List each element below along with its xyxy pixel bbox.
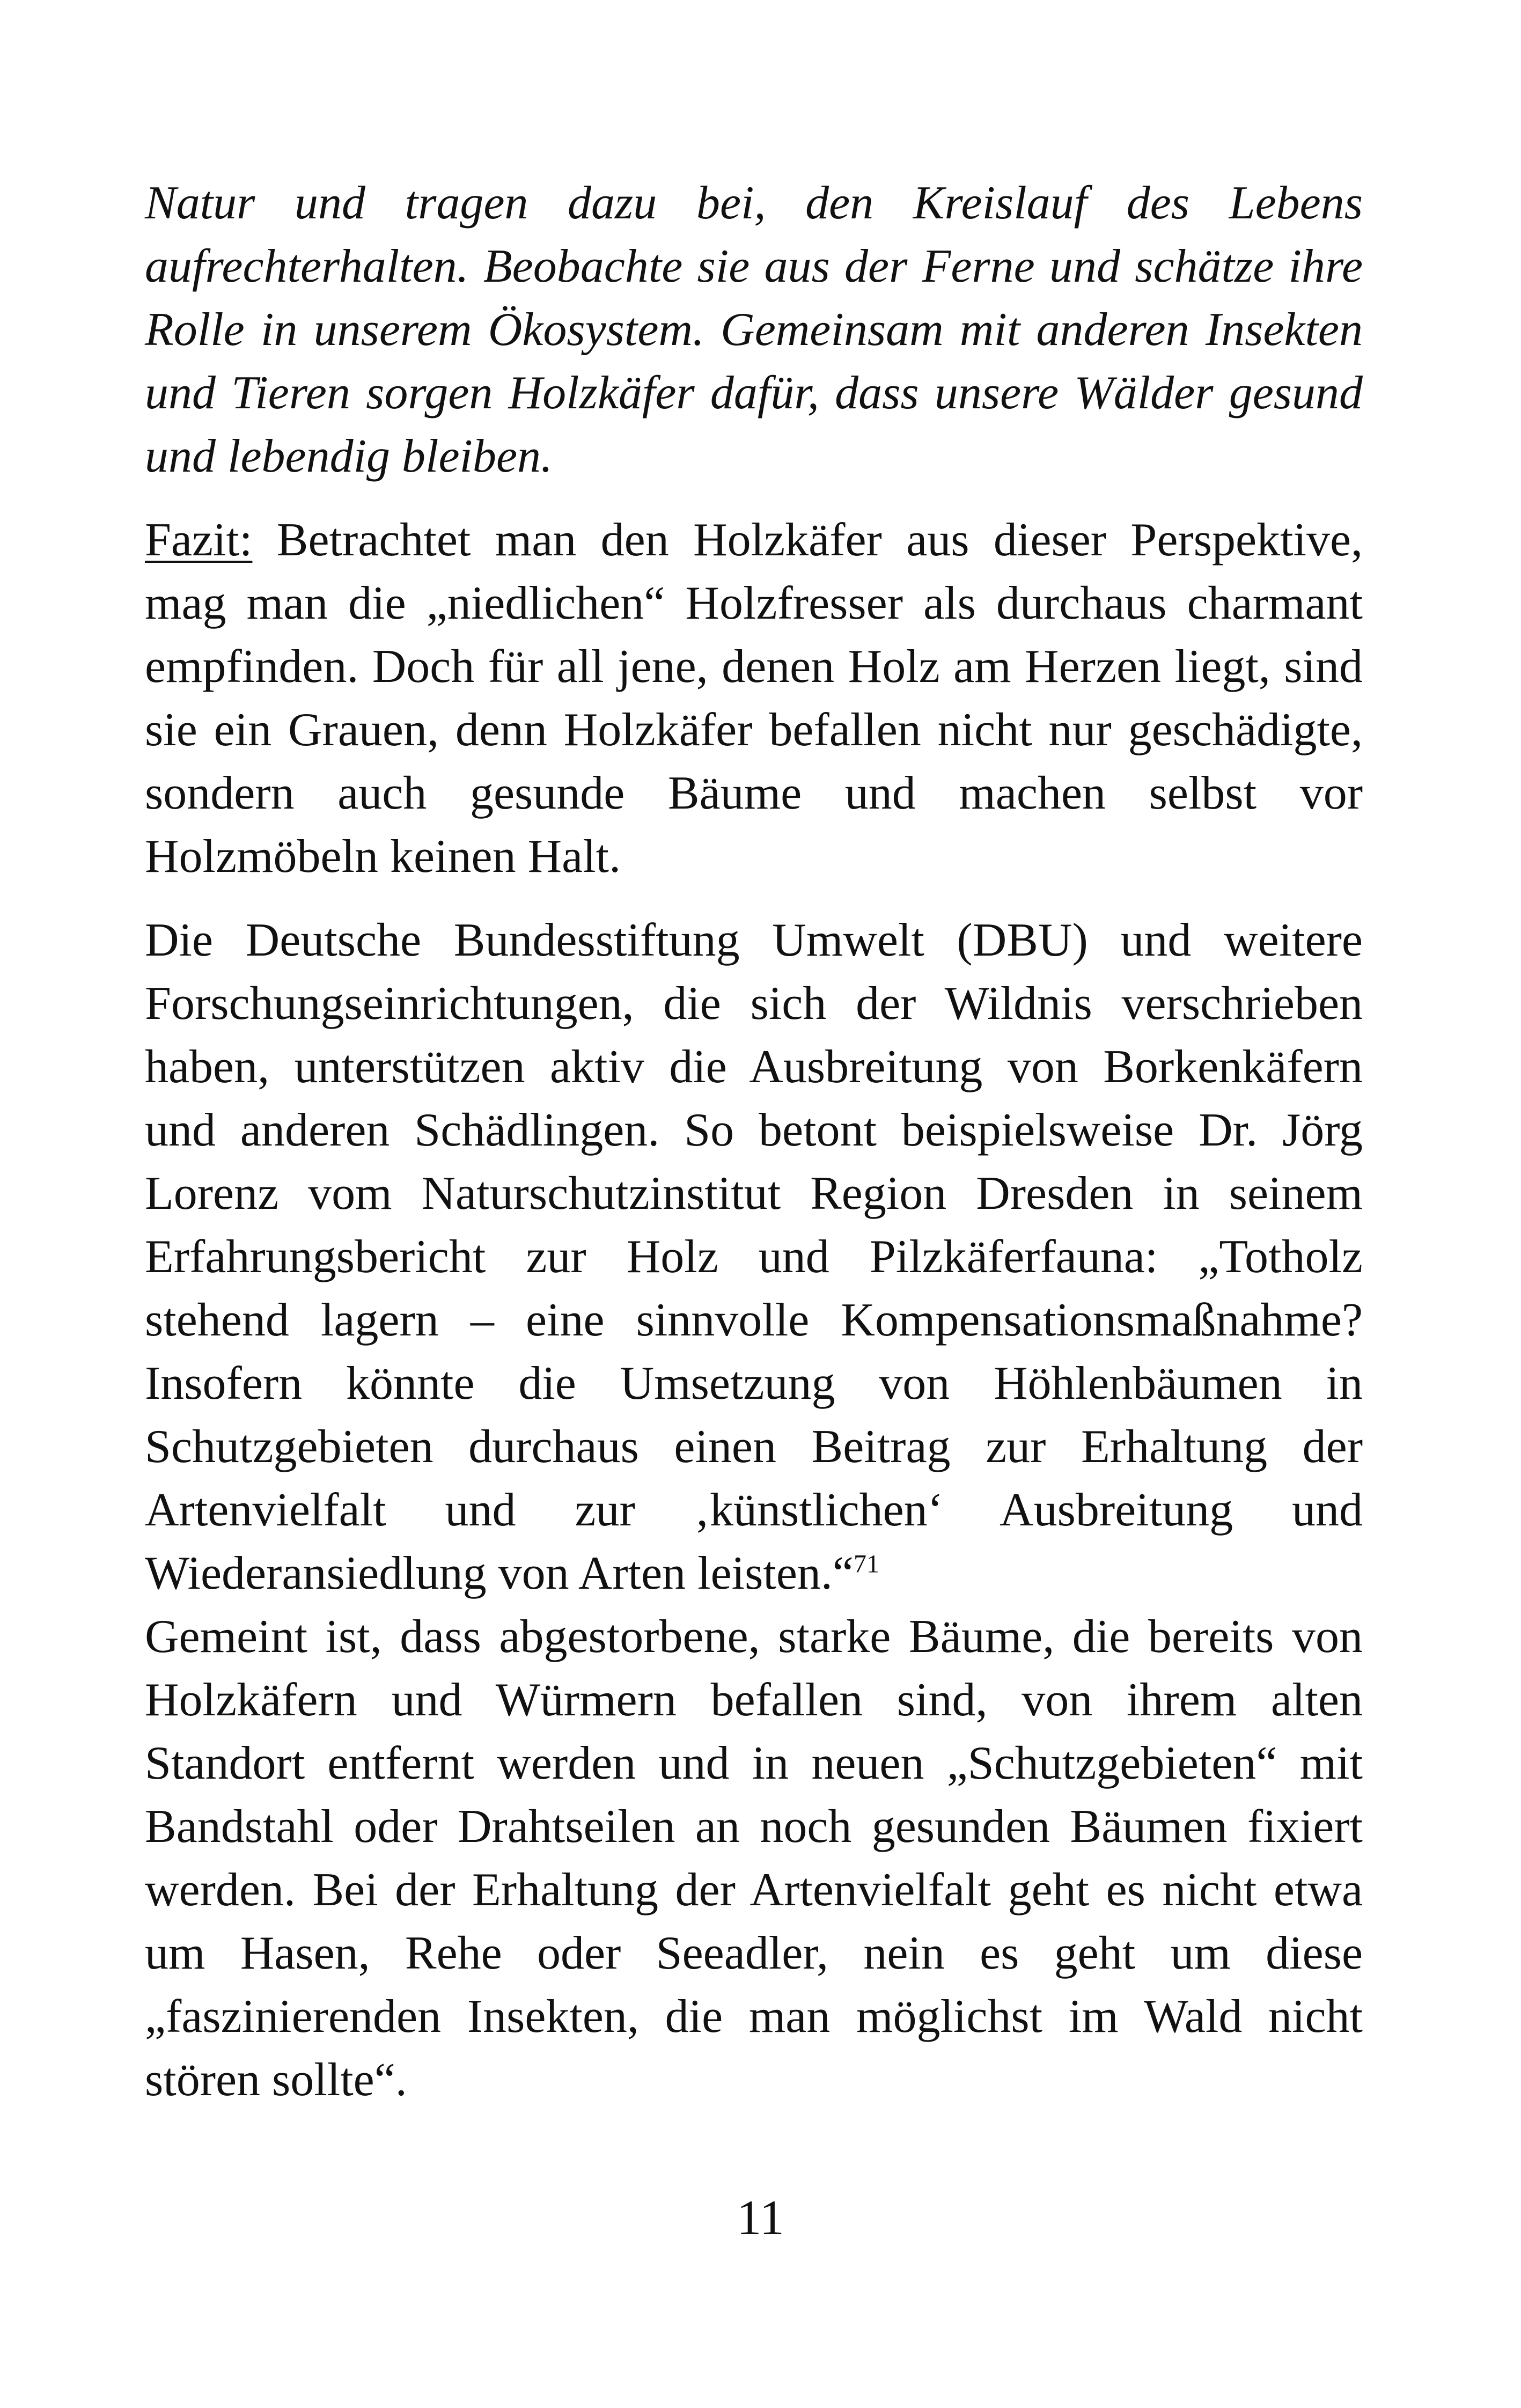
page-number: 11 xyxy=(737,2190,784,2245)
fazit-label: Fazit: xyxy=(145,514,253,566)
fazit-text: Betrachtet man den Holzkäfer aus dieser Perspektive, mag man die „niedlichen“ Holzfresser als durchaus charmant empfinden. Doch für all jene, denen Holz am Herzen liegt, sind sie ein Grauen, denn Holzkäfer befallen nicht nur geschädigte, sondern auch gesunde Bäume und machen selbst vor Holzmöbeln keinen Halt. xyxy=(145,514,1363,883)
footnote-reference: 71 xyxy=(853,1550,879,1579)
intro-paragraph: Natur und tragen dazu bei, den Kreislauf des Lebens aufrechterhalten. Beobachte sie aus der Ferne und schätze ihre Rolle in unserem Ökosystem. Gemeinsam mit anderen Insekten und Tieren sorgen Holzkäfer dafür, dass unsere Wälder gesund und lebendig bleiben. xyxy=(145,177,1363,482)
gemeint-paragraph: Gemeint ist, dass abgestorbene, starke Bäume, die bereits von Holzkäfern und Würmern befallen sind, von ihrem alten Standort entfernt werden und in neuen „Schutzgebieten“ mit Bandstahl oder Drahtseilen an noch gesunden Bäumen fixiert werden. Bei der Erhaltung der Artenvielfalt geht es nicht etwa um Hasen, Rehe oder Seeadler, nein es geht um diese „faszinierenden Insekten, die man möglichst im Wald nicht stören sollte“. xyxy=(145,1611,1363,2106)
dbu-paragraph xyxy=(145,909,1363,1605)
fazit-paragraph xyxy=(145,509,1363,889)
dbu-text: Die Deutsche Bundesstiftung Umwelt (DBU) und weitere Forschungseinrichtungen, die sich der Wildnis verschrieben haben, unterstützen aktiv die Ausbreitung von Borkenkäfern und anderen Schädlingen. So betont beispielsweise Dr. Jörg Lorenz vom Naturschutzinstitut Region Dresden in seinem Erfahrungsbericht zur Holz und Pilzkäferfauna: „Totholz stehend lagern – eine sinnvolle Kompensationsmaßnahme? Insofern könnte die Umsetzung von Höhlenbäumen in Schutzgebieten durchaus einen Beitrag zur Erhaltung der Artenvielfalt und zur ‚künstlichen‘ Ausbreitung und Wiederansiedlung von Arten leisten.“ xyxy=(145,914,1363,1599)
page-body xyxy=(145,172,1363,2112)
